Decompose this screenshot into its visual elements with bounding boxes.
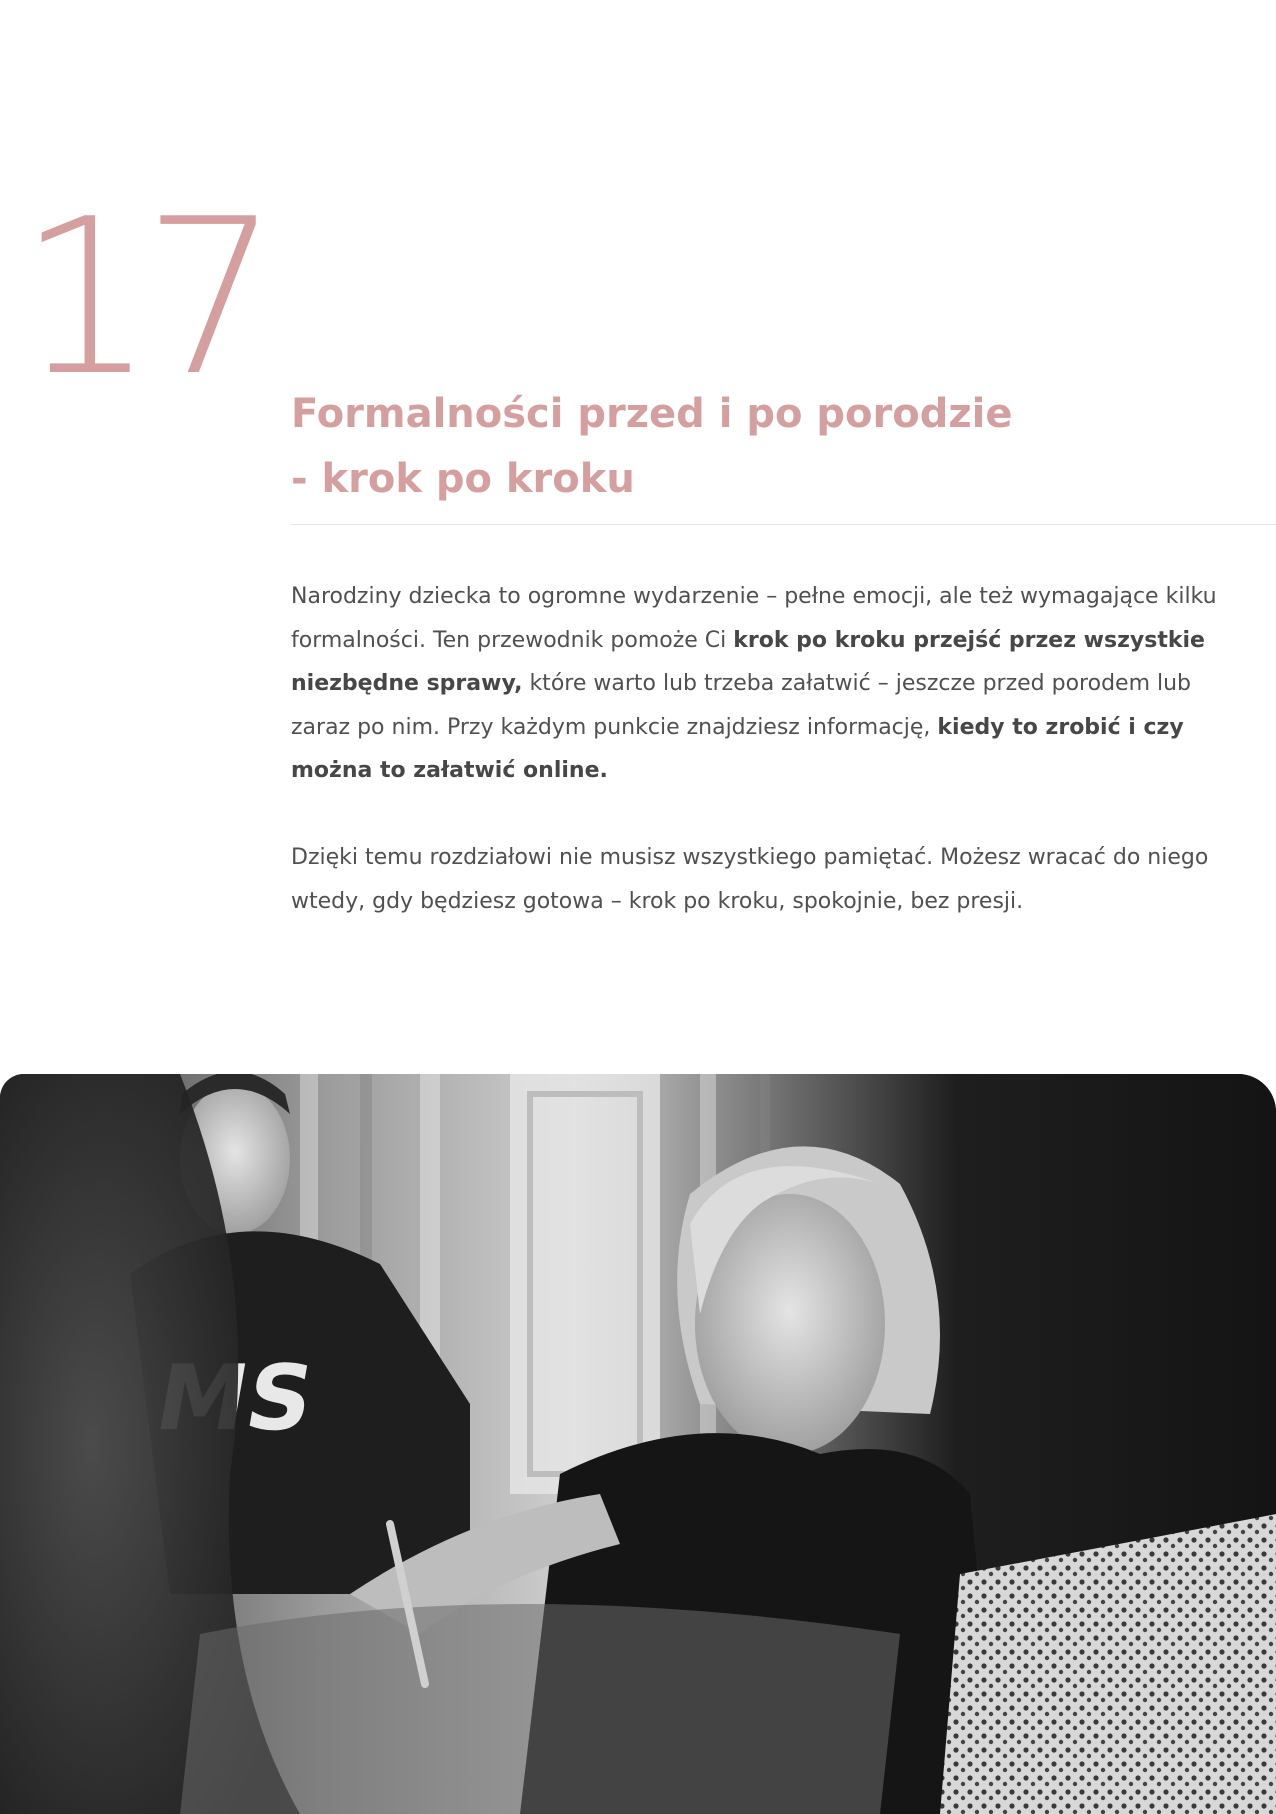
chapter-number: 17 — [18, 172, 268, 423]
intro-text — [291, 575, 1256, 967]
chapter-photo — [0, 1074, 1276, 1814]
chapter-title-line-2: - krok po kroku — [291, 456, 635, 502]
intro-paragraph-1 — [291, 575, 1256, 793]
chapter-title — [291, 382, 1191, 512]
intro-p1-part-c: które warto lub trzeba załatwić – jeszcze przed porodem lub zaraz po nim. Przy każdym punkcie znajdziesz informację, — [291, 671, 1192, 740]
intro-paragraph-2: Dzięki temu rozdziałowi nie musisz wszystkiego pamiętać. Możesz wracać do niego wtedy, gdy będziesz gotowa – krok po kroku, spokojnie, bez presji. — [291, 845, 1209, 914]
title-divider — [291, 524, 1276, 525]
intro-p1-bold-b: kiedy to zrobić i czy można to załatwić online. — [291, 714, 1184, 783]
photo-illustration — [0, 1074, 1276, 1814]
intro-p1-bold-a: krok po kroku przejść przez wszystkie niezbędne sprawy, — [291, 627, 1205, 696]
chapter-title-line-1: Formalności przed i po porodzie — [291, 391, 1013, 437]
intro-p1-part-a: Narodziny dziecka to ogromne wydarzenie – pełne emocji, ale też wymagające kilku formalności. Ten przewodnik pomoże Ci — [291, 584, 1217, 653]
